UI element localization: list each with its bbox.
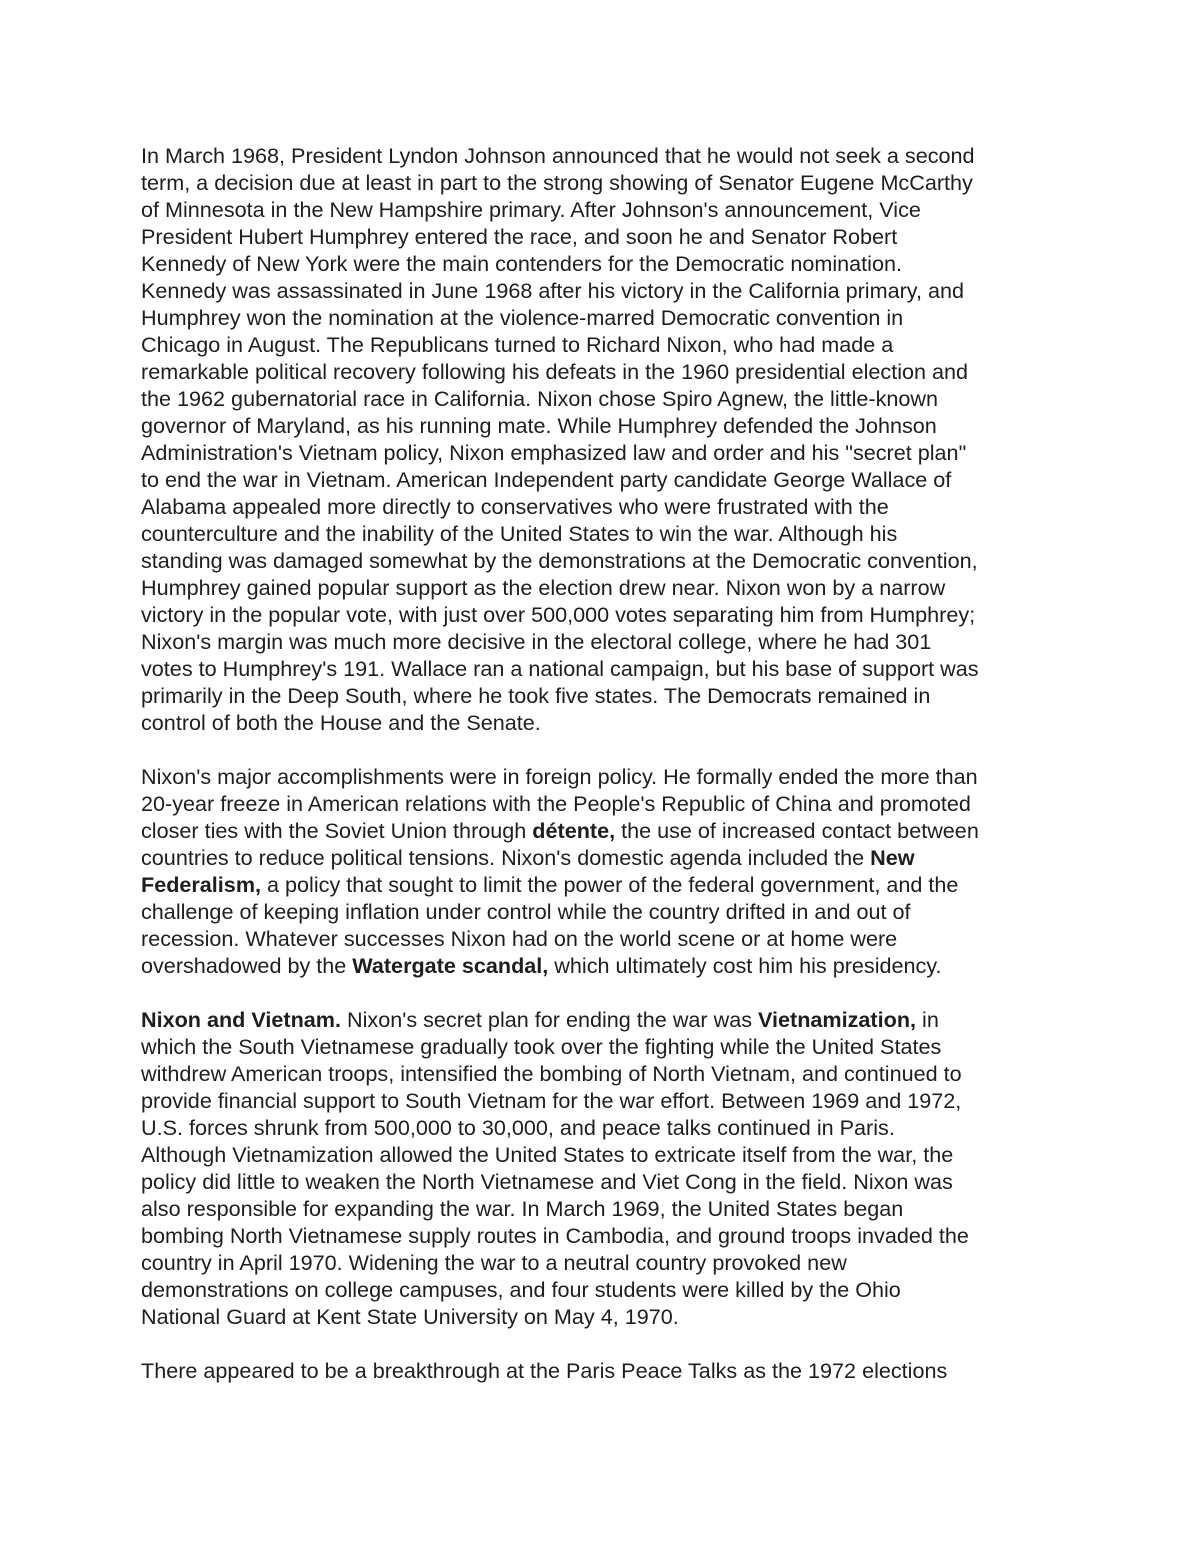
text-line (141, 1249, 1061, 1276)
text-run: standing was damaged somewhat by the demonstrations at the Democratic convention, (141, 548, 978, 573)
text-run: provide financial support to South Vietnam for the war effort. Between 1969 and 1972, (141, 1088, 962, 1113)
text-run: withdrew American troops, intensified the bombing of North Vietnam, and continued to (141, 1061, 962, 1086)
text-run: the use of increased contact between (615, 818, 979, 843)
text-run: President Hubert Humphrey entered the race, and soon he and Senator Robert (141, 224, 898, 249)
paragraph-gap (141, 979, 1061, 1006)
text-run: which ultimately cost him his presidency. (548, 953, 942, 978)
text-line (141, 520, 1061, 547)
text-run: the 1962 gubernatorial race in California. Nixon chose Spiro Agnew, the little-known (141, 386, 939, 411)
text-line (141, 574, 1061, 601)
text-run: country in April 1970. Widening the war to a neutral country provoked new (141, 1250, 847, 1275)
text-run: governor of Maryland, as his running mate. While Humphrey defended the Johnson (141, 413, 937, 438)
text-run: a policy that sought to limit the power of the federal government, and the (261, 872, 959, 897)
text-line (141, 1087, 1061, 1114)
text-line (141, 1006, 1061, 1033)
text-run: There appeared to be a breakthrough at the Paris Peace Talks as the 1972 elections (141, 1358, 948, 1383)
text-line (141, 385, 1061, 412)
paragraph-gap (141, 736, 1061, 763)
text-line (141, 871, 1061, 898)
text-line (141, 925, 1061, 952)
text-run: Humphrey won the nomination at the violence-marred Democratic convention in (141, 305, 904, 330)
text-line (141, 196, 1061, 223)
text-run: countries to reduce political tensions. Nixon's domestic agenda included the (141, 845, 871, 870)
text-line (141, 142, 1061, 169)
text-line (141, 1276, 1061, 1303)
text-run: Alabama appealed more directly to conservatives who were frustrated with the (141, 494, 889, 519)
text-run: in (916, 1007, 939, 1032)
text-line (141, 1114, 1061, 1141)
text-run: victory in the popular vote, with just over 500,000 votes separating him from Humphrey; (141, 602, 976, 627)
text-line (141, 655, 1061, 682)
text-run: term, a decision due at least in part to the strong showing of Senator Eugene McCarthy (141, 170, 973, 195)
text-run: control of both the House and the Senate. (141, 710, 541, 735)
text-run: 20-year freeze in American relations with the People's Republic of China and promoted (141, 791, 971, 816)
text-run: of Minnesota in the New Hampshire primary. After Johnson's announcement, Vice (141, 197, 921, 222)
text-line (141, 169, 1061, 196)
text-run: closer ties with the Soviet Union through (141, 818, 533, 843)
bold-term: Nixon and Vietnam. (141, 1007, 341, 1032)
text-line (141, 250, 1061, 277)
text-line (141, 844, 1061, 871)
text-run: primarily in the Deep South, where he took five states. The Democrats remained in (141, 683, 931, 708)
text-line (141, 304, 1061, 331)
text-run: Nixon's major accomplishments were in foreign policy. He formally ended the more than (141, 764, 978, 789)
text-run: bombing North Vietnamese supply routes in Cambodia, and ground troops invaded the (141, 1223, 969, 1248)
text-run: demonstrations on college campuses, and four students were killed by the Ohio (141, 1277, 901, 1302)
text-line (141, 1141, 1061, 1168)
text-run: U.S. forces shrunk from 500,000 to 30,000, and peace talks continued in Paris. (141, 1115, 895, 1140)
text-run: which the South Vietnamese gradually took over the fighting while the United States (141, 1034, 942, 1059)
text-run: Nixon's margin was much more decisive in the electoral college, where he had 301 (141, 629, 932, 654)
text-line (141, 1168, 1061, 1195)
text-line (141, 493, 1061, 520)
text-run: National Guard at Kent State University on May 4, 1970. (141, 1304, 679, 1329)
text-run: Nixon's secret plan for ending the war was (341, 1007, 759, 1032)
text-line (141, 898, 1061, 925)
text-run: Kennedy was assassinated in June 1968 after his victory in the California primary, and (141, 278, 964, 303)
paragraph-4 (141, 1357, 1061, 1384)
text-line (141, 952, 1061, 979)
text-run: votes to Humphrey's 191. Wallace ran a national campaign, but his base of support was (141, 656, 979, 681)
text-line (141, 709, 1061, 736)
text-line (141, 547, 1061, 574)
text-line (141, 1303, 1061, 1330)
text-line (141, 628, 1061, 655)
text-run: to end the war in Vietnam. American Independent party candidate George Wallace of (141, 467, 952, 492)
paragraph-1 (141, 142, 1061, 736)
text-line (141, 763, 1061, 790)
text-run: remarkable political recovery following his defeats in the 1960 presidential election and (141, 359, 969, 384)
paragraph-2 (141, 763, 1061, 979)
text-run: Administration's Vietnam policy, Nixon emphasized law and order and his "secret plan" (141, 440, 967, 465)
bold-term: New (870, 845, 915, 870)
text-run: challenge of keeping inflation under control while the country drifted in and out of (141, 899, 911, 924)
text-line (141, 331, 1061, 358)
text-run: Although Vietnamization allowed the United States to extricate itself from the war, the (141, 1142, 954, 1167)
text-run: Chicago in August. The Republicans turned to Richard Nixon, who had made a (141, 332, 894, 357)
text-run: policy did little to weaken the North Vietnamese and Viet Cong in the field. Nixon was (141, 1169, 953, 1194)
text-run: recession. Whatever successes Nixon had on the world scene or at home were (141, 926, 898, 951)
text-run: Humphrey gained popular support as the election drew near. Nixon won by a narrow (141, 575, 946, 600)
bold-term: Federalism, (141, 872, 262, 897)
text-line (141, 817, 1061, 844)
bold-term: Watergate scandal, (352, 953, 549, 978)
bold-term: Vietnamization, (758, 1007, 917, 1032)
text-run: In March 1968, President Lyndon Johnson announced that he would not seek a second (141, 143, 975, 168)
text-line (141, 358, 1061, 385)
text-run: overshadowed by the (141, 953, 353, 978)
text-line (141, 439, 1061, 466)
text-run: Kennedy of New York were the main contenders for the Democratic nomination. (141, 251, 902, 276)
text-line (141, 412, 1061, 439)
text-line (141, 601, 1061, 628)
paragraph-gap (141, 1330, 1061, 1357)
text-line (141, 466, 1061, 493)
text-line (141, 277, 1061, 304)
text-line (141, 1222, 1061, 1249)
text-line (141, 223, 1061, 250)
bold-term: détente, (532, 818, 616, 843)
text-line (141, 682, 1061, 709)
text-line (141, 790, 1061, 817)
text-line (141, 1195, 1061, 1222)
text-line (141, 1060, 1061, 1087)
text-line (141, 1033, 1061, 1060)
text-run: counterculture and the inability of the United States to win the war. Although his (141, 521, 898, 546)
document-body (141, 142, 1061, 1384)
paragraph-3 (141, 1006, 1061, 1330)
text-line (141, 1357, 1061, 1384)
text-run: also responsible for expanding the war. In March 1969, the United States began (141, 1196, 904, 1221)
